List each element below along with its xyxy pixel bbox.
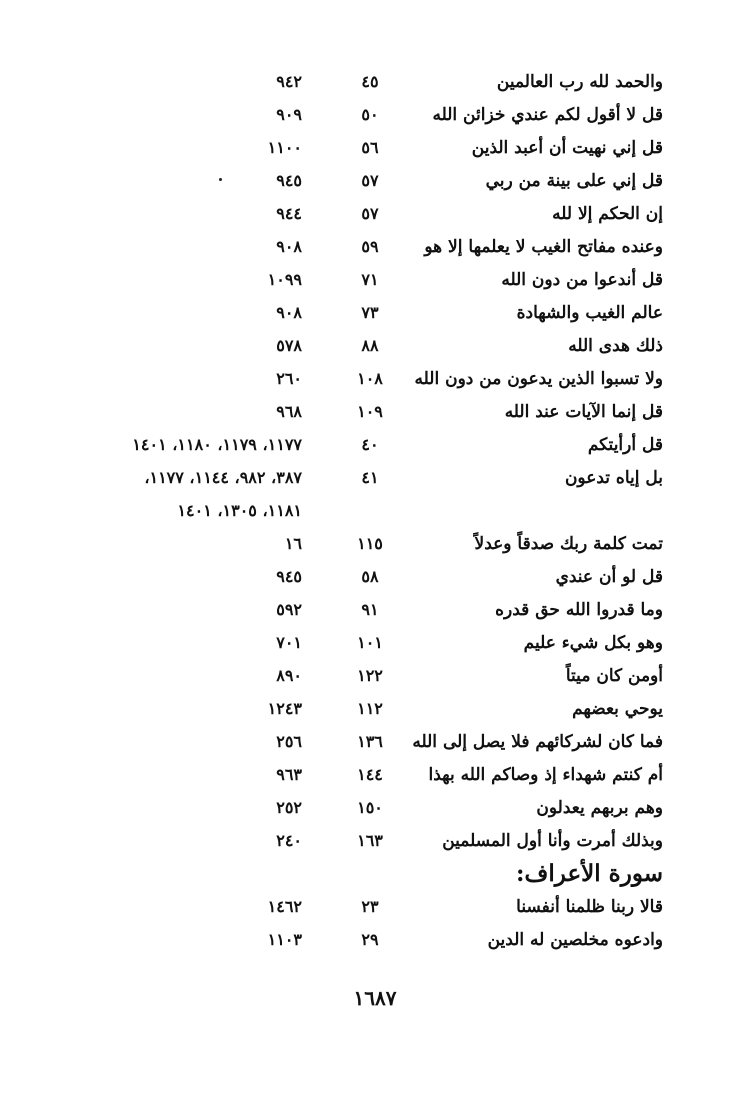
page-references: ١١٧٧، ١١٧٩، ١١٨٠، ١٤٠١: [132, 435, 302, 454]
verse-number: ١٥٠: [357, 798, 383, 817]
index-row: [0, 794, 750, 827]
verse-number: ١١٢: [357, 699, 383, 718]
surah-heading: سورة الأعراف:: [516, 860, 663, 887]
index-row: [0, 596, 750, 629]
verse-number: ١١٥: [357, 534, 383, 553]
index-row: [0, 134, 750, 167]
page-references: ٩٠٨: [276, 303, 302, 322]
page-references: ٧٠١: [276, 633, 302, 652]
verse-number: ٧١: [361, 270, 379, 289]
verse-number: ٥٩: [361, 237, 379, 256]
verse-text: إن الحكم إلا لله: [552, 204, 663, 224]
verse-text: والحمد لله رب العالمين: [496, 72, 663, 92]
page-references: ١١٠٣: [267, 930, 302, 949]
index-row: [0, 101, 750, 134]
verse-number: ٢٩: [361, 930, 379, 949]
page-references: ١٤٦٢: [267, 897, 302, 916]
verse-text: وادعوه مخلصين له الدين: [487, 930, 663, 950]
verse-text: أم كنتم شهداء إذ وصاكم الله بهذا: [428, 765, 663, 785]
index-row-continuation: [0, 497, 750, 530]
verse-number: ٧٣: [361, 303, 379, 322]
page-references: ٥٧٨: [276, 336, 302, 355]
verse-text: قل لو أن عندي: [555, 567, 663, 587]
index-row: [0, 431, 750, 464]
page-references: ٩٤٢: [276, 72, 302, 91]
verse-text: قل أندعوا من دون الله: [501, 270, 663, 290]
index-row: [0, 464, 750, 497]
page-references: ٩٠٨: [276, 237, 302, 256]
index-row: [0, 728, 750, 761]
verse-text: ذلك هدى الله: [568, 336, 663, 356]
verse-number: ٩١: [361, 600, 379, 619]
page-references: ٨٩٠: [276, 666, 302, 685]
page-references: ٩٦٨: [276, 402, 302, 421]
page-references: ٢٦٠: [276, 369, 302, 388]
verse-text: قل أرأيتكم: [587, 435, 663, 455]
index-row: [0, 827, 750, 860]
page-number: ١٦٨٧: [353, 986, 397, 1010]
index-row: [0, 530, 750, 563]
page-references: ١١٠٠: [267, 138, 302, 157]
verse-number: ١٦٣: [357, 831, 383, 850]
page-references: ٣٨٧، ٩٨٢، ١١٤٤، ١١٧٧،: [144, 468, 302, 487]
index-row: [0, 68, 750, 101]
verse-text: وهو بكل شيء عليم: [523, 633, 663, 653]
index-row: [0, 233, 750, 266]
verse-number: ٥٦: [361, 138, 379, 157]
page-references: ٥٩٢: [276, 600, 302, 619]
verse-text: أومن كان ميتاً: [565, 666, 663, 686]
index-row: [0, 266, 750, 299]
verse-number: ١٠٩: [357, 402, 383, 421]
verse-number: ١٤٤: [357, 765, 383, 784]
verse-text: قل لا أقول لكم عندي خزائن الله: [432, 105, 663, 125]
page-references: ٩٤٥: [276, 567, 302, 586]
page-references: ٩٠٩: [276, 105, 302, 124]
index-row: [0, 629, 750, 662]
verse-text: قل إني على بينة من ربي: [485, 171, 663, 191]
verse-text: وعنده مفاتح الغيب لا يعلمها إلا هو: [424, 237, 663, 257]
verse-text: قالا ربنا ظلمنا أنفسنا: [516, 897, 663, 917]
verse-number: ١٠١: [357, 633, 383, 652]
index-row: [0, 398, 750, 431]
verse-number: ٤٠: [361, 435, 379, 454]
verse-text: ولا تسبوا الذين يدعون من دون الله: [414, 369, 663, 389]
verse-number: ٢٣: [361, 897, 379, 916]
verse-number: ٤١: [361, 468, 379, 487]
index-row: [0, 365, 750, 398]
index-row: [0, 332, 750, 365]
page-references: ٩٦٣: [276, 765, 302, 784]
verse-text: بل إياه تدعون: [564, 468, 663, 488]
page-references: ١٦: [284, 534, 302, 553]
verse-number: ٥٧: [361, 204, 379, 223]
verse-number: ١٠٨: [357, 369, 383, 388]
surah-heading-row: [0, 860, 750, 893]
index-row: [0, 662, 750, 695]
verse-text: وهم بربهم يعدلون: [536, 798, 663, 818]
page-references: ٩٤٤: [276, 204, 302, 223]
page-references: ١١٨١، ١٣٠٥، ١٤٠١: [177, 501, 302, 520]
verse-number: ٨٨: [361, 336, 379, 355]
index-row: [0, 761, 750, 794]
verse-text: قل إني نهيت أن أعبد الذين: [471, 138, 663, 158]
verse-number: ١٢٢: [357, 666, 383, 685]
index-row: [0, 893, 750, 926]
page-references: ٩٤٥: [276, 171, 302, 190]
index-row: [0, 563, 750, 596]
page-references: ١٢٤٣: [267, 699, 302, 718]
verse-number: ٤٥: [361, 72, 379, 91]
verse-number: ٥٨: [361, 567, 379, 586]
index-row: [0, 926, 750, 959]
verse-number: ٥٧: [361, 171, 379, 190]
verse-text: وبذلك أمرت وأنا أول المسلمين: [442, 831, 663, 851]
verse-number: ١٣٦: [357, 732, 383, 751]
verse-text: قل إنما الآيات عند الله: [504, 402, 663, 422]
verse-text: وما قدروا الله حق قدره: [495, 600, 663, 620]
stray-dot: [219, 178, 222, 181]
page-references: ٢٥٦: [276, 732, 302, 751]
index-row: [0, 200, 750, 233]
page-references: ٢٤٠: [276, 831, 302, 850]
page-references: ٢٥٢: [276, 798, 302, 817]
index-row: [0, 167, 750, 200]
verse-text: فما كان لشركائهم فلا يصل إلى الله: [412, 732, 663, 752]
verse-text: تمت كلمة ربك صدقاً وعدلاً: [474, 534, 663, 554]
verse-number: ٥٠: [361, 105, 379, 124]
page-references: ١٠٩٩: [267, 270, 302, 289]
index-row: [0, 695, 750, 728]
verse-text: عالم الغيب والشهادة: [516, 303, 663, 323]
index-row: [0, 299, 750, 332]
index-table: [0, 68, 750, 959]
verse-text: يوحي بعضهم: [572, 699, 663, 719]
